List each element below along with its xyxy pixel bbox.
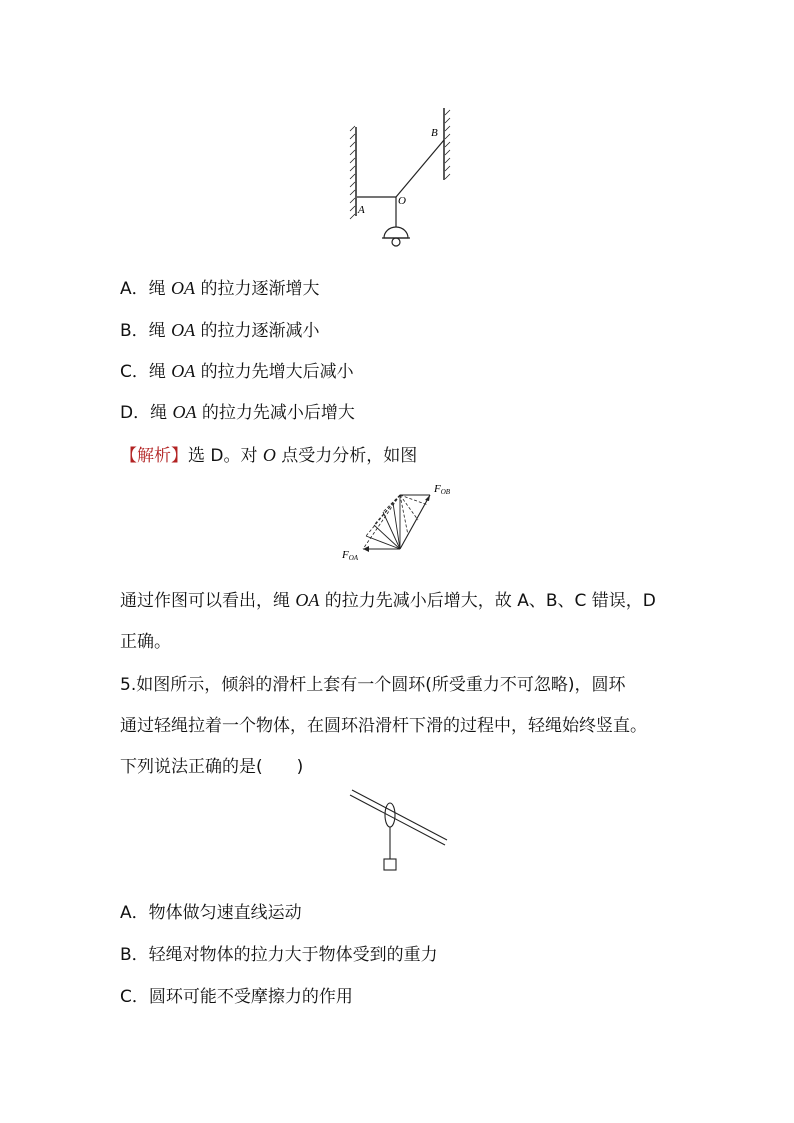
option-d: D．绳 OA 的拉力先减小后增大: [120, 402, 355, 423]
label-o: O: [398, 195, 406, 207]
q5-option-a: A．物体做匀速直线运动: [120, 903, 302, 923]
q5-option-c: C．圆环可能不受摩擦力的作用: [120, 987, 353, 1007]
conclusion-line1: 通过作图可以看出，绳 OA 的拉力先减小后增大，故 A、B、C 错误，D: [120, 590, 656, 611]
label-foa: FOA: [342, 549, 359, 562]
label-a: A: [358, 204, 365, 216]
label-fob: FOB: [434, 483, 451, 496]
q5-option-b: B．轻绳对物体的拉力大于物体受到的重力: [120, 945, 438, 965]
analysis-tag: 【解析】: [120, 446, 188, 466]
conclusion-line2: 正确。: [120, 632, 171, 652]
q5-line3: 下列说法正确的是( ): [120, 757, 304, 777]
option-a: A．绳 OA 的拉力逐渐增大: [120, 278, 320, 299]
analysis-line: 【解析】选 D。对 O 点受力分析，如图: [120, 445, 418, 466]
label-b: B: [431, 127, 438, 139]
option-b: B．绳 OA 的拉力逐渐减小: [120, 320, 320, 341]
q5-line1: 5.如图所示，倾斜的滑杆上套有一个圆环(所受重力不可忽略)，圆环: [120, 675, 626, 695]
q5-line2: 通过轻绳拉着一个物体，在圆环沿滑杆下滑的过程中，轻绳始终竖直。: [120, 716, 647, 736]
option-c: C．绳 OA 的拉力先增大后减小: [120, 361, 354, 382]
